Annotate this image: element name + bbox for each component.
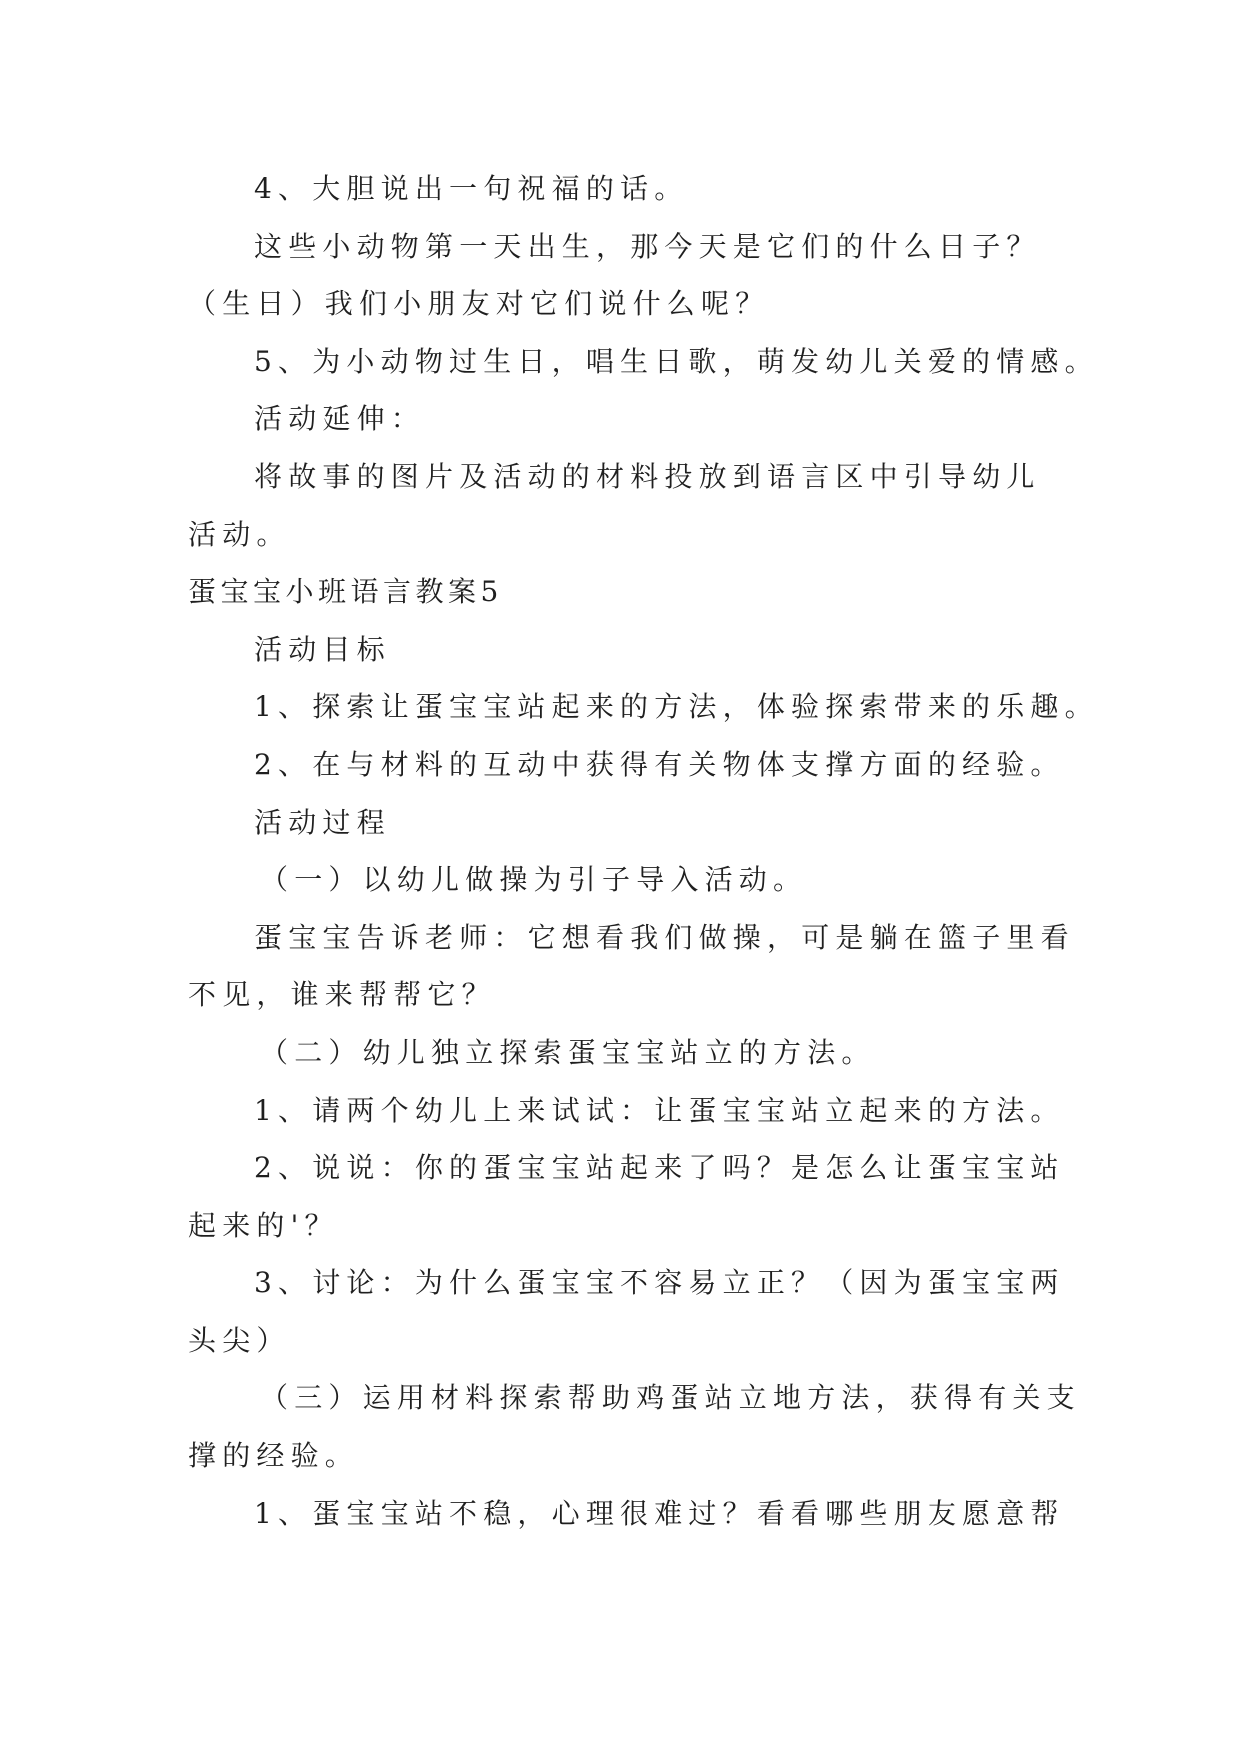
paragraph-line: 1、请两个幼儿上来试试：让蛋宝宝站立起来的方法。 bbox=[254, 1093, 1065, 1127]
paragraph-line: 4、大胆说出一句祝福的话。 bbox=[254, 172, 689, 205]
paragraph-line: 蛋宝宝告诉老师：它想看我们做操，可是躺在篮子里看 bbox=[254, 920, 1075, 954]
paragraph-line: 2、在与材料的互动中获得有关物体支撑方面的经验。 bbox=[254, 747, 1065, 781]
paragraph-line: 起来的'？ bbox=[188, 1208, 339, 1242]
paragraph-line: 活动目标 bbox=[254, 632, 391, 666]
paragraph-line: （生日）我们小朋友对它们说什么呢？ bbox=[188, 287, 770, 321]
paragraph-line: 这些小动物第一天出生，那今天是它们的什么日子？ bbox=[254, 229, 1041, 263]
paragraph-line: 头尖） bbox=[188, 1323, 291, 1357]
paragraph-line: 5、为小动物过生日，唱生日歌，萌发幼儿关爱的情感。 bbox=[254, 344, 1099, 378]
paragraph-line: 1、探索让蛋宝宝站起来的方法，体验探索带来的乐趣。 bbox=[254, 690, 1099, 724]
paragraph-line: 3、讨论：为什么蛋宝宝不容易立正？（因为蛋宝宝两 bbox=[254, 1266, 1065, 1300]
document-body bbox=[188, 160, 1099, 1542]
paragraph-line: （二）幼儿独立探索蛋宝宝站立的方法。 bbox=[260, 1035, 876, 1069]
paragraph-line: 2、说说：你的蛋宝宝站起来了吗？是怎么让蛋宝宝站 bbox=[254, 1151, 1065, 1185]
paragraph-line: 将故事的图片及活动的材料投放到语言区中引导幼儿 bbox=[254, 459, 1041, 493]
paragraph-line: 不见，谁来帮帮它？ bbox=[188, 978, 496, 1012]
paragraph-line: 1、蛋宝宝站不稳，心理很难过？看看哪些朋友愿意帮 bbox=[254, 1496, 1065, 1530]
paragraph-line: 活动延伸： bbox=[254, 402, 426, 436]
paragraph-line: 活动。 bbox=[188, 517, 291, 551]
paragraph-line: （一）以幼儿做操为引子导入活动。 bbox=[260, 863, 808, 897]
section-title: 蛋宝宝小班语言教案5 bbox=[188, 575, 503, 609]
paragraph-line: 活动过程 bbox=[254, 805, 391, 839]
paragraph-line: （三）运用材料探索帮助鸡蛋站立地方法，获得有关支 bbox=[260, 1381, 1081, 1415]
paragraph-line: 撑的经验。 bbox=[188, 1439, 360, 1473]
